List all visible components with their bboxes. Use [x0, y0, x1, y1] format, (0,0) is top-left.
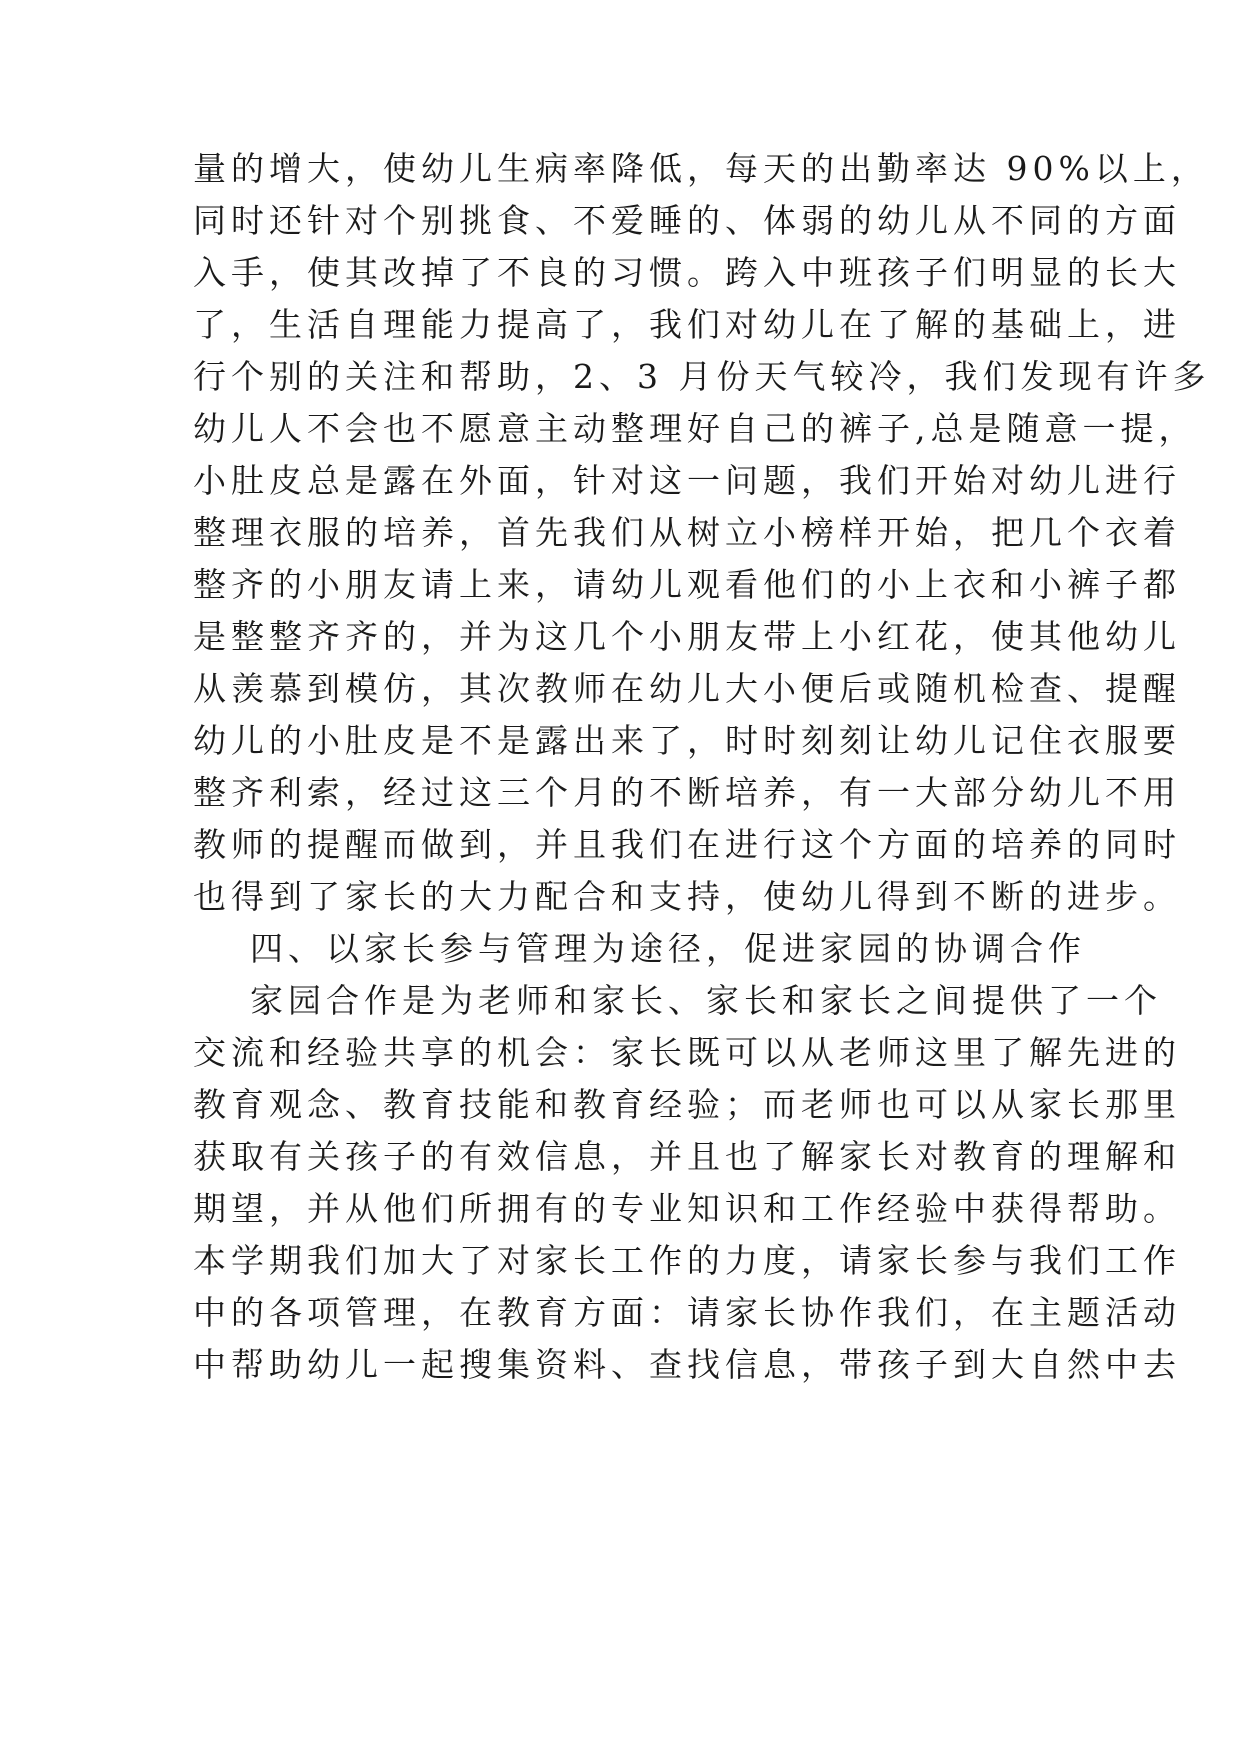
text-line: 小肚皮总是露在外面，针对这一问题，我们开始对幼儿进行	[193, 461, 1181, 500]
text-line: 入手，使其改掉了不良的习惯。跨入中班孩子们明显的长大	[193, 253, 1181, 292]
text-line: 幼儿的小肚皮是不是露出来了，时时刻刻让幼儿记住衣服要	[193, 721, 1181, 760]
text-line: 本学期我们加大了对家长工作的力度，请家长参与我们工作	[193, 1241, 1181, 1280]
text-line: 中的各项管理，在教育方面：请家长协作我们，在主题活动	[193, 1293, 1181, 1332]
text-line: 从羡慕到模仿，其次教师在幼儿大小便后或随机检查、提醒	[193, 669, 1181, 708]
text-line: 是整整齐齐的，并为这几个小朋友带上小红花，使其他幼儿	[193, 617, 1181, 656]
text-line: 整理衣服的培养，首先我们从树立小榜样开始，把几个衣着	[193, 513, 1181, 552]
text-line: 了，生活自理能力提高了，我们对幼儿在了解的基础上，进	[193, 305, 1181, 344]
text-line: 整齐利索，经过这三个月的不断培养，有一大部分幼儿不用	[193, 773, 1181, 812]
text-line: 教育观念、教育技能和教育经验；而老师也可以从家长那里	[193, 1085, 1181, 1124]
text-line: 交流和经验共享的机会：家长既可以从老师这里了解先进的	[193, 1033, 1181, 1072]
text-line: 期望，并从他们所拥有的专业知识和工作经验中获得帮助。	[193, 1189, 1181, 1228]
text-line: 幼儿人不会也不愿意主动整理好自己的裤子,总是随意一提，	[193, 409, 1197, 448]
text-line: 教师的提醒而做到，并且我们在进行这个方面的培养的同时	[193, 825, 1181, 864]
text-line: 中帮助幼儿一起搜集资料、查找信息，带孩子到大自然中去	[193, 1345, 1181, 1384]
section-heading: 四、以家长参与管理为途径，促进家园的协调合作	[250, 929, 1086, 968]
text-line: 也得到了家长的大力配合和支持，使幼儿得到不断的进步。	[193, 877, 1181, 916]
text-line: 同时还针对个别挑食、不爱睡的、体弱的幼儿从不同的方面	[193, 201, 1181, 240]
text-line: 量的增大，使幼儿生病率降低，每天的出勤率达 90%以上，	[193, 149, 1209, 188]
text-line: 家园合作是为老师和家长、家长和家长之间提供了一个	[250, 981, 1162, 1020]
text-line: 整齐的小朋友请上来，请幼儿观看他们的小上衣和小裤子都	[193, 565, 1181, 604]
text-line: 行个别的关注和帮助，2、3 月份天气较冷，我们发现有许多	[193, 357, 1211, 396]
text-line: 获取有关孩子的有效信息，并且也了解家长对教育的理解和	[193, 1137, 1181, 1176]
